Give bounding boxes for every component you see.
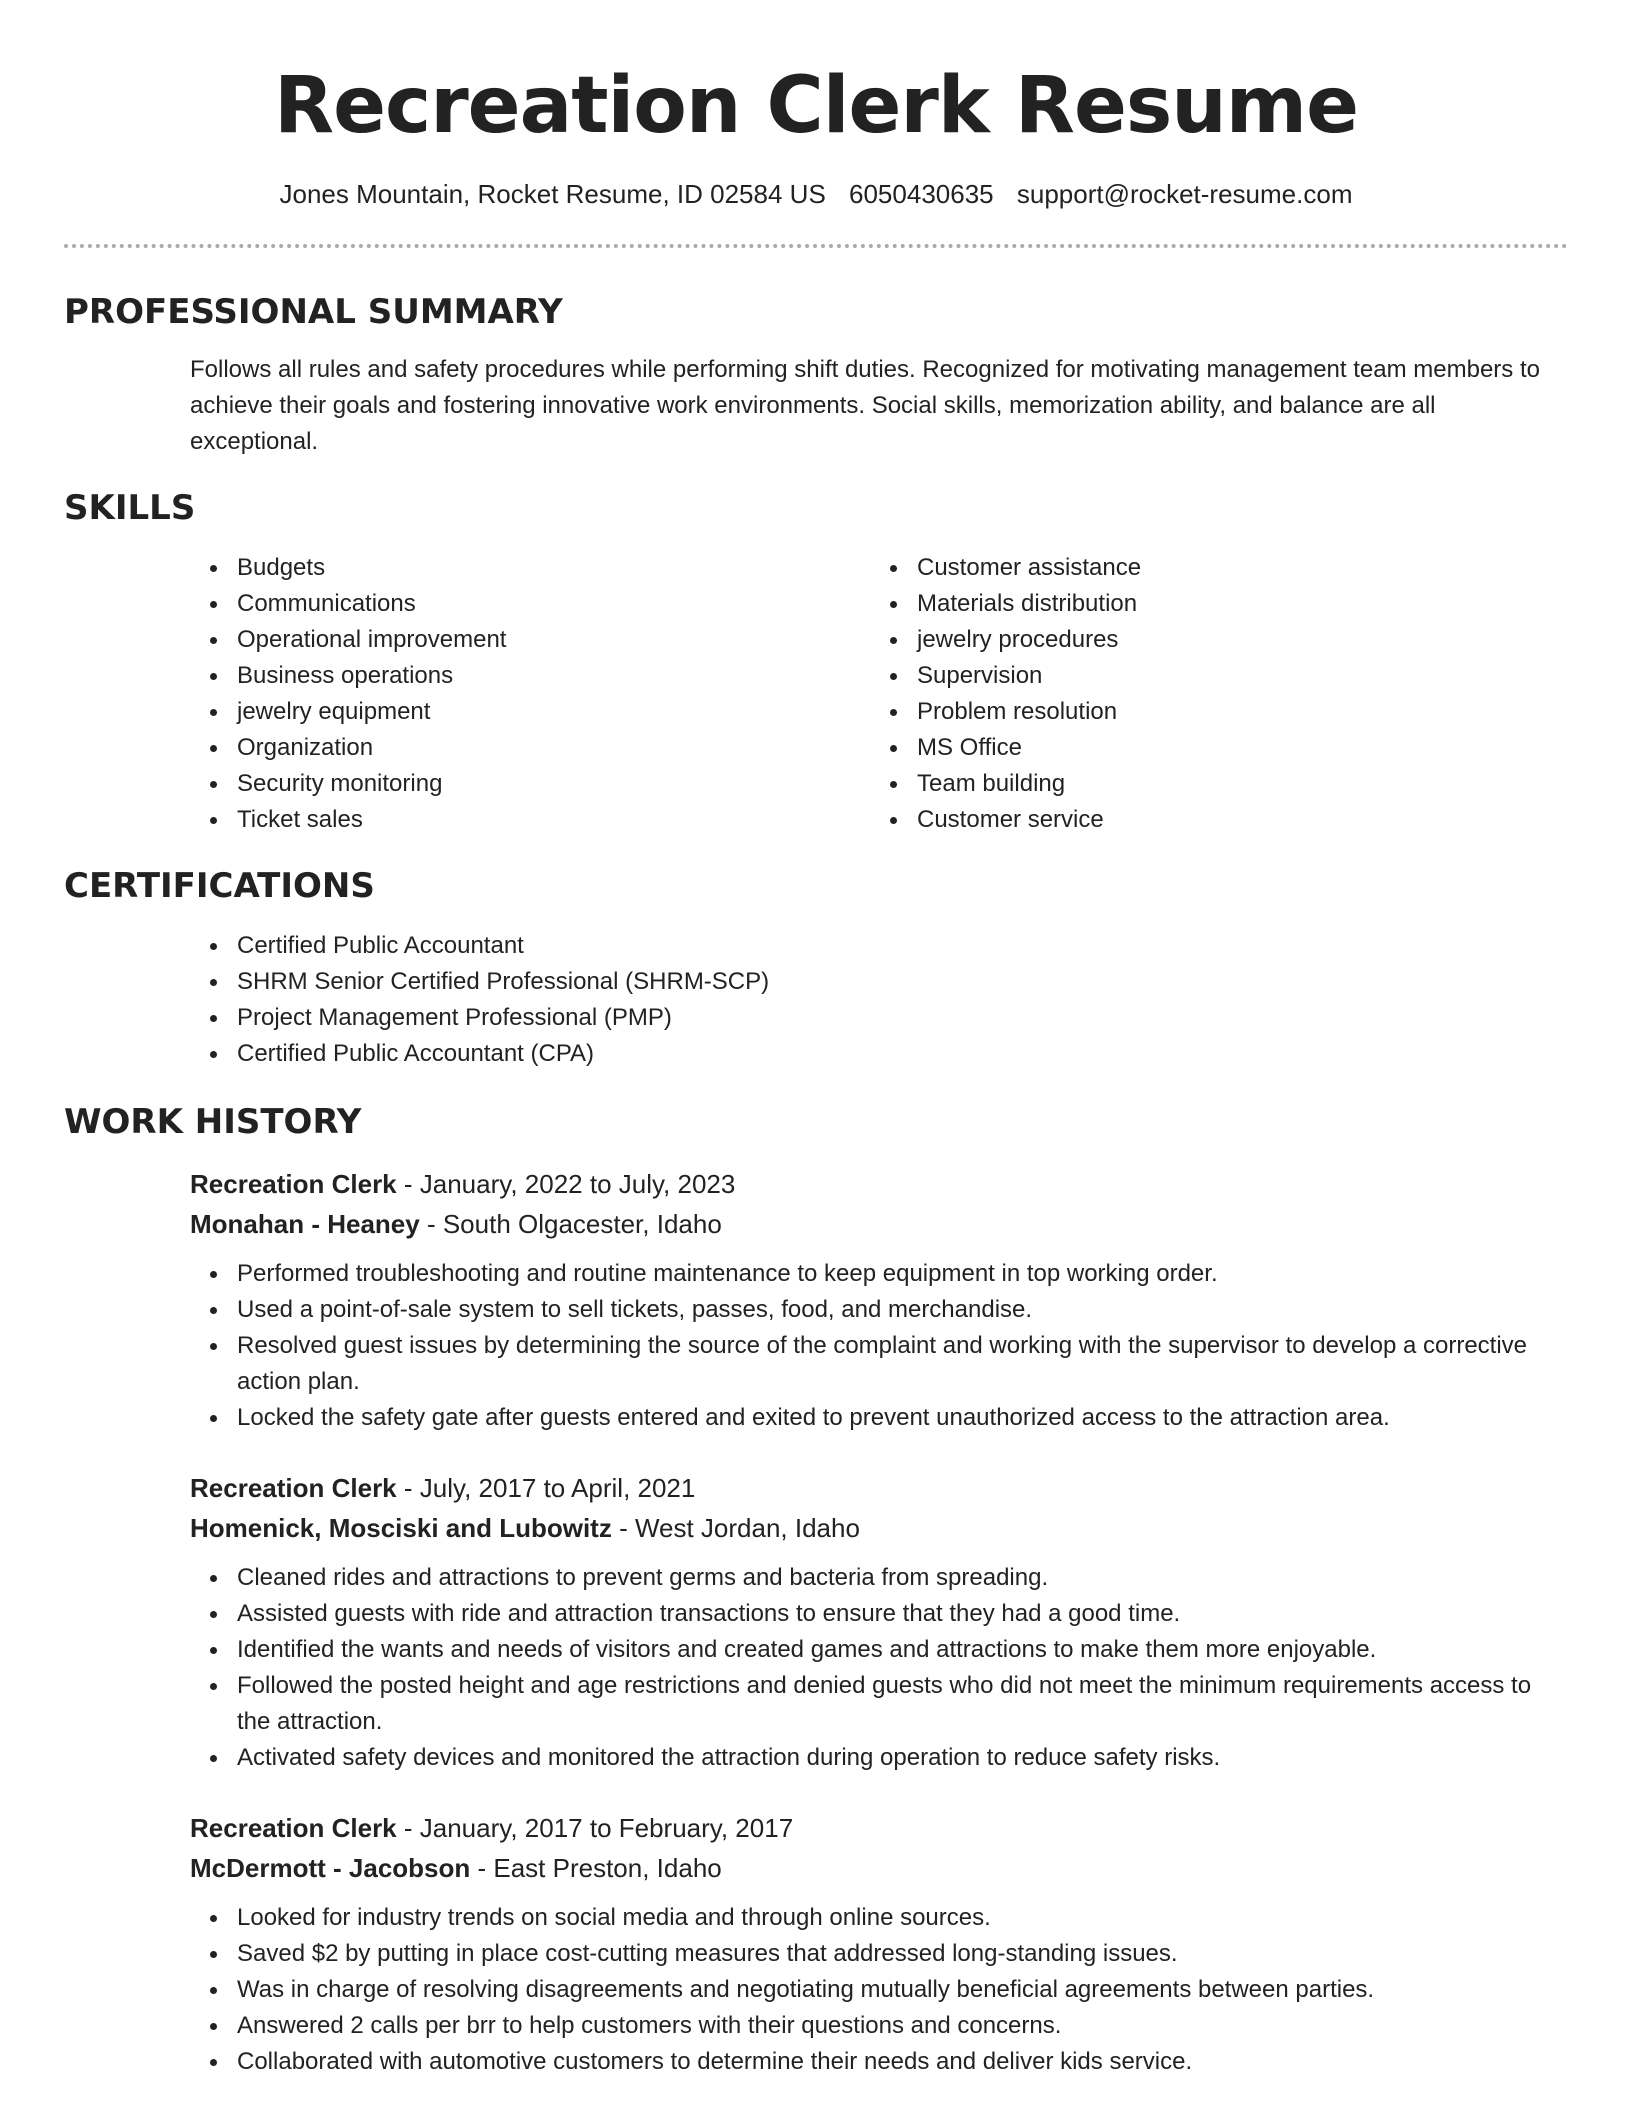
- list-item: Team building: [914, 766, 1514, 802]
- list-item: Used a point-of-sale system to sell tickets, passes, food, and merchandise.: [234, 1292, 1568, 1328]
- list-item: Customer assistance: [914, 550, 1514, 586]
- list-item: Ticket sales: [234, 802, 914, 838]
- job-bullets: [64, 1256, 1568, 1436]
- list-item: Collaborated with automotive customers to determine their needs and deliver kids service.: [234, 2044, 1568, 2080]
- job-entry: [64, 1808, 1568, 1888]
- list-item: Materials distribution: [914, 586, 1514, 622]
- job-entry: [64, 1164, 1568, 1244]
- list-item: Answered 2 calls per brr to help customers with their questions and concerns.: [234, 2008, 1568, 2044]
- list-item: Certified Public Accountant (CPA): [234, 1036, 1568, 1072]
- job-entry: [64, 1468, 1568, 1548]
- list-item: Resolved guest issues by determining the source of the complaint and working with the supervisor to develop a corrective action plan.: [234, 1328, 1568, 1400]
- job-title: Recreation Clerk: [190, 1813, 397, 1843]
- email: support@rocket-resume.com: [1016, 179, 1353, 209]
- list-item: Looked for industry trends on social media and through online sources.: [234, 1900, 1568, 1936]
- list-item: Security monitoring: [234, 766, 914, 802]
- job-company: Homenick, Mosciski and Lubowitz: [190, 1513, 612, 1543]
- job-title-line: Recreation Clerk - January, 2022 to July, 2023: [190, 1169, 736, 1199]
- job-dates: July, 2017 to April, 2021: [419, 1473, 696, 1503]
- list-item: Supervision: [914, 658, 1514, 694]
- summary-heading: PROFESSIONAL SUMMARY: [64, 292, 563, 332]
- skills-list: [64, 550, 1568, 838]
- job-title-line: Recreation Clerk - July, 2017 to April, 2021: [190, 1473, 696, 1503]
- list-item: Activated safety devices and monitored the attraction during operation to reduce safety risks.: [234, 1740, 1568, 1776]
- list-item: Saved $2 by putting in place cost-cutting measures that addressed long-standing issues.: [234, 1936, 1568, 1972]
- list-item: jewelry procedures: [914, 622, 1514, 658]
- job-location: West Jordan, Idaho: [634, 1513, 860, 1543]
- list-item: Operational improvement: [234, 622, 914, 658]
- list-item: Locked the safety gate after guests entered and exited to prevent unauthorized access to the attraction area.: [234, 1400, 1568, 1436]
- skills-heading: SKILLS: [64, 488, 196, 528]
- job-company: McDermott - Jacobson: [190, 1853, 471, 1883]
- job-company-line: Homenick, Mosciski and Lubowitz - West Jordan, Idaho: [190, 1513, 860, 1543]
- job-bullets: [64, 1560, 1568, 1776]
- list-item: jewelry equipment: [234, 694, 914, 730]
- job-company-line: McDermott - Jacobson - East Preston, Idaho: [190, 1853, 722, 1883]
- list-item: Performed troubleshooting and routine maintenance to keep equipment in top working order.: [234, 1256, 1568, 1292]
- list-item: Was in charge of resolving disagreements and negotiating mutually beneficial agreements between parties.: [234, 1972, 1568, 2008]
- job-company: Monahan - Heaney: [190, 1209, 420, 1239]
- list-item: Followed the posted height and age restrictions and denied guests who did not meet the minimum requirements access to the attraction.: [234, 1668, 1568, 1740]
- job-company-line: Monahan - Heaney - South Olgacester, Idaho: [190, 1209, 722, 1239]
- list-item: Communications: [234, 586, 914, 622]
- list-item: Budgets: [234, 550, 914, 586]
- list-item: SHRM Senior Certified Professional (SHRM-SCP): [234, 964, 1568, 1000]
- list-item: Organization: [234, 730, 914, 766]
- job-title-line: Recreation Clerk - January, 2017 to February, 2017: [190, 1813, 794, 1843]
- work-history-heading: WORK HISTORY: [64, 1102, 362, 1142]
- job-location: East Preston, Idaho: [493, 1853, 722, 1883]
- skills-left-column: [64, 550, 914, 838]
- header-divider: [64, 244, 1568, 248]
- job-dates: January, 2022 to July, 2023: [419, 1169, 736, 1199]
- list-item: Problem resolution: [914, 694, 1514, 730]
- address: Jones Mountain, Rocket Resume, ID 02584 US: [279, 179, 826, 209]
- resume-page: [64, 0, 1568, 2080]
- list-item: Identified the wants and needs of visitors and created games and attractions to make them more enjoyable.: [234, 1632, 1568, 1668]
- list-item: Assisted guests with ride and attraction transactions to ensure that they had a good time.: [234, 1596, 1568, 1632]
- certifications-list: [64, 928, 1568, 1072]
- list-item: MS Office: [914, 730, 1514, 766]
- job-dates: January, 2017 to February, 2017: [419, 1813, 794, 1843]
- phone: 6050430635: [849, 179, 994, 209]
- job-title: Recreation Clerk: [190, 1169, 397, 1199]
- list-item: Project Management Professional (PMP): [234, 1000, 1568, 1036]
- job-bullets: [64, 1900, 1568, 2080]
- list-item: Business operations: [234, 658, 914, 694]
- job-title: Recreation Clerk: [190, 1473, 397, 1503]
- list-item: Certified Public Accountant: [234, 928, 1568, 964]
- list-item: Cleaned rides and attractions to prevent germs and bacteria from spreading.: [234, 1560, 1568, 1596]
- resume-title: Recreation Clerk Resume: [274, 61, 1358, 151]
- certifications-heading: CERTIFICATIONS: [64, 866, 375, 906]
- summary-text: Follows all rules and safety procedures while performing shift duties. Recognized for motivating management team members to achieve their goals and fostering innovative work environments. Social skills, memorization ability, and balance are all exceptional.: [190, 356, 1540, 455]
- job-location: South Olgacester, Idaho: [442, 1209, 722, 1239]
- list-item: Customer service: [914, 802, 1514, 838]
- contact-line: [64, 178, 1568, 210]
